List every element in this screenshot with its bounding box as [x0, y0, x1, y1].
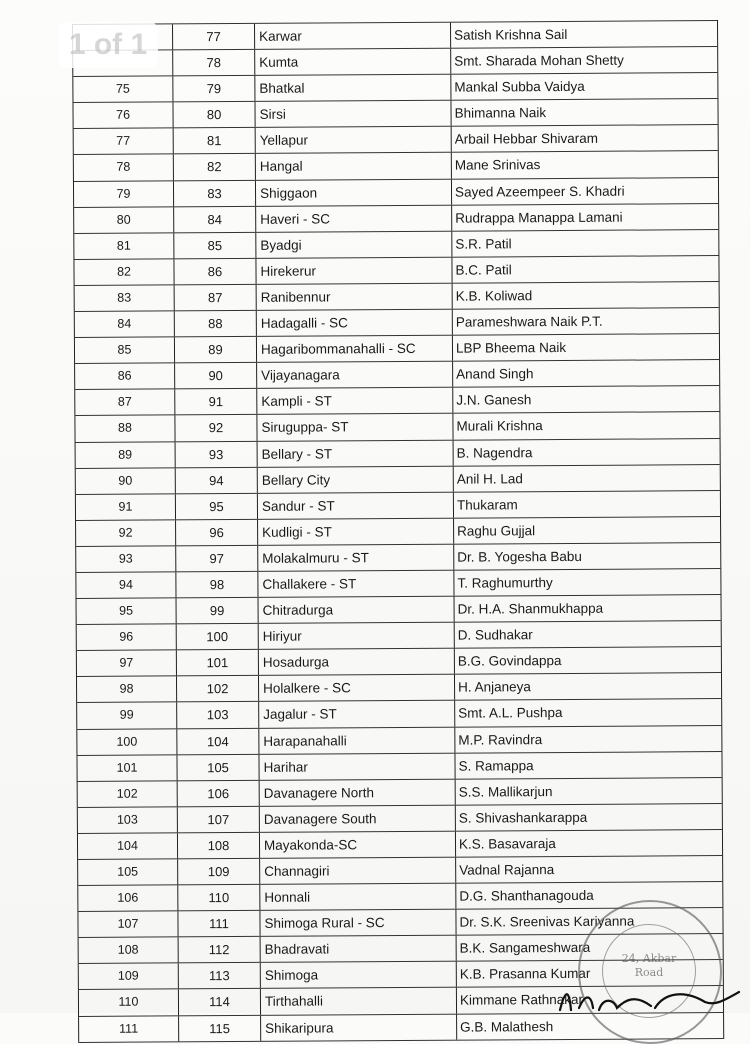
serial-number-cell: 92 [76, 520, 176, 546]
serial-number-cell: 102 [78, 781, 178, 807]
serial-number-cell: 80 [74, 207, 174, 233]
serial-number-cell: 88 [75, 416, 175, 442]
serial-number-cell: 90 [76, 468, 176, 494]
serial-number-cell: 104 [78, 833, 178, 859]
constituency-number-cell: 95 [176, 494, 258, 520]
candidate-name-cell: Kimmane Rathnakar [459, 992, 584, 1009]
constituency-number-cell: 92 [175, 415, 257, 441]
serial-number-cell: 100 [77, 729, 177, 755]
table-row [73, 20, 717, 50]
serial-number-cell: 97 [77, 651, 177, 677]
constituency-number-cell: 109 [178, 859, 260, 885]
candidate-name-cell: K.B. Prasanna Kumar [459, 966, 591, 983]
constituency-name-cell: Byadgi [256, 231, 452, 257]
serial-number-cell: 86 [75, 364, 175, 390]
candidate-name-cell: Dr. H.A. Shanmukhappa [457, 600, 604, 617]
constituency-number-cell: 104 [177, 728, 259, 754]
serial-number-cell: 77 [74, 129, 174, 155]
serial-number-cell: 103 [78, 807, 178, 833]
constituency-number-cell: 80 [173, 102, 255, 128]
constituency-name-cell: Bellary City [258, 466, 454, 492]
stamp-address-text: 24, Akbar Road [621, 952, 677, 979]
table-row [75, 385, 719, 415]
table-row [78, 829, 722, 859]
serial-number-cell: 106 [78, 885, 178, 911]
candidate-name-cell: Satish Krishna Sail [454, 26, 568, 43]
constituency-number-cell: 106 [178, 781, 260, 807]
candidate-name-cell: B.K. Sangameshwara [459, 940, 591, 956]
constituency-name-cell: Hagaribommanahalli - SC [257, 336, 453, 362]
constituency-number-cell: 102 [177, 676, 259, 702]
constituency-number-cell: 107 [178, 807, 260, 833]
table-row [77, 646, 721, 676]
serial-number-cell: 109 [79, 964, 179, 990]
constituency-number-cell: 81 [174, 128, 256, 154]
constituency-name-cell: Shiggaon [256, 179, 452, 205]
serial-number-cell: 107 [78, 912, 178, 938]
serial-number-cell: 105 [78, 859, 178, 885]
candidate-name-cell: Dr. S.K. Sreenivas Kariyanna [459, 913, 635, 930]
serial-number-cell: 96 [77, 625, 177, 651]
serial-number-cell: 91 [76, 494, 176, 520]
constituency-number-cell: 110 [178, 885, 260, 911]
table-row [77, 698, 721, 728]
constituency-name-cell: Sandur - ST [258, 492, 454, 518]
constituency-number-cell: 86 [174, 259, 256, 285]
table-row [76, 516, 720, 546]
candidate-name-cell: Arbail Hebbar Shivaram [454, 131, 599, 148]
office-seal-stamp [578, 900, 722, 1044]
constituency-number-cell: 94 [176, 467, 258, 493]
candidate-name-cell: Smt. Sharada Mohan Shetty [454, 52, 624, 69]
table-row [75, 359, 719, 389]
table-row [78, 777, 722, 807]
constituency-number-cell: 89 [175, 337, 257, 363]
constituency-name-cell: Harapanahalli [259, 727, 455, 753]
constituency-number-cell: 83 [174, 180, 256, 206]
table-row [77, 751, 721, 781]
serial-number-cell: 98 [77, 677, 177, 703]
candidate-name-cell: B. Nagendra [456, 444, 533, 461]
constituency-name-cell: Hosadurga [259, 649, 455, 675]
serial-number-cell: 79 [74, 181, 174, 207]
constituency-number-cell: 91 [175, 389, 257, 415]
constituency-name-cell: Shimoga [261, 962, 457, 988]
constituency-name-cell: Sirsi [255, 101, 451, 127]
candidate-name-cell: Mankal Subba Vaidya [454, 79, 585, 95]
serial-number-cell: 110 [79, 990, 179, 1016]
serial-number-cell: 78 [74, 155, 174, 181]
candidate-name-cell: Thukaram [456, 496, 518, 513]
table-row [75, 307, 719, 337]
constituency-number-cell: 103 [177, 702, 259, 728]
candidate-name-cell: M.P. Ravindra [458, 731, 543, 748]
candidate-name-cell: J.N. Ganesh [456, 392, 532, 408]
constituency-name-cell: Holalkere - SC [259, 675, 455, 701]
serial-number-cell: 85 [75, 338, 175, 364]
table-row [73, 46, 717, 76]
candidate-name-cell: S. Ramappa [458, 757, 534, 774]
candidate-name-cell: Parameshwara Naik P.T. [455, 313, 603, 330]
serial-number-cell: 89 [76, 442, 176, 468]
page-count-badge: 1 of 1 [58, 22, 158, 68]
table-row [74, 203, 718, 233]
constituency-number-cell: 88 [175, 311, 257, 337]
constituency-number-cell: 108 [178, 833, 260, 859]
candidate-name-cell: Murali Krishna [456, 418, 543, 435]
candidate-name-cell: Sayed Azeempeer S. Khadri [454, 183, 625, 200]
constituency-number-cell: 85 [174, 233, 256, 259]
table-row [74, 255, 718, 285]
serial-number-cell: 76 [73, 103, 173, 129]
candidate-name-cell: B.C. Patil [455, 262, 512, 278]
candidate-name-cell: Mane Srinivas [454, 157, 541, 174]
candidate-name-cell: LBP Bheema Naik [455, 340, 567, 356]
constituency-number-cell: 87 [175, 285, 257, 311]
candidate-name-cell: B.G. Govindappa [457, 653, 562, 669]
table-row [77, 672, 721, 702]
constituency-number-cell: 78 [173, 50, 255, 76]
constituency-name-cell: Tirthahalli [261, 988, 457, 1014]
constituency-number-cell: 114 [179, 989, 261, 1015]
table-row [76, 490, 720, 520]
candidate-name-cell: D.G. Shanthanagouda [459, 887, 594, 904]
constituency-name-cell: Hadagalli - SC [257, 310, 453, 336]
table-row [74, 151, 718, 181]
constituency-number-cell: 101 [177, 650, 259, 676]
table-row [75, 411, 719, 441]
candidate-name-cell: Rudrappa Manappa Lamani [455, 209, 623, 226]
serial-number-cell: 75 [73, 77, 173, 103]
constituency-name-cell: Bhatkal [255, 75, 451, 101]
table-row [76, 438, 720, 468]
constituency-name-cell: Karwar [255, 23, 451, 49]
candidate-name-cell: H. Anjaneya [458, 679, 531, 695]
constituency-name-cell: Chitradurga [259, 597, 455, 623]
candidate-table [72, 20, 724, 1043]
constituency-name-cell: Shimoga Rural - SC [260, 910, 456, 936]
constituency-name-cell: Yellapur [256, 127, 452, 153]
serial-number-cell: 99 [77, 703, 177, 729]
constituency-number-cell: 98 [176, 572, 258, 598]
table-row [76, 542, 720, 572]
table-row [74, 229, 718, 259]
constituency-number-cell: 90 [175, 363, 257, 389]
table-row [73, 98, 717, 128]
constituency-name-cell: Hangal [256, 153, 452, 179]
constituency-name-cell: Davanagere North [260, 779, 456, 805]
constituency-name-cell: Davanagere South [260, 805, 456, 831]
constituency-name-cell: Harihar [259, 753, 455, 779]
candidate-name-cell: Vadnal Rajanna [459, 862, 555, 878]
serial-number-cell: 84 [75, 311, 175, 337]
constituency-name-cell: Channagiri [260, 858, 456, 884]
constituency-name-cell: Jagalur - ST [259, 701, 455, 727]
candidate-name-cell: K.B. Koliwad [455, 288, 533, 304]
constituency-name-cell: Bhadravati [261, 936, 457, 962]
serial-number-cell: 93 [76, 546, 176, 572]
table-row [78, 855, 722, 885]
candidate-name-cell: Anil H. Lad [456, 470, 523, 487]
constituency-name-cell: Shikaripura [261, 1014, 457, 1040]
serial-number-cell: 82 [74, 259, 174, 285]
constituency-name-cell: Molakalmuru - ST [258, 545, 454, 571]
constituency-number-cell: 84 [174, 207, 256, 233]
candidate-name-cell: G.B. Malathesh [460, 1018, 554, 1035]
table-row [77, 620, 721, 650]
constituency-number-cell: 105 [177, 754, 259, 780]
candidate-name-cell: S. Shivashankarappa [458, 809, 588, 826]
table-row [74, 124, 718, 154]
candidate-name-cell: Smt. A.L. Pushpa [458, 705, 563, 722]
table-row [76, 464, 720, 494]
constituency-number-cell: 111 [178, 911, 260, 937]
constituency-number-cell: 99 [177, 598, 259, 624]
constituency-name-cell: Vijayanagara [257, 362, 453, 388]
constituency-number-cell: 96 [176, 520, 258, 546]
serial-number-cell: 108 [79, 938, 179, 964]
serial-number-cell: 94 [76, 572, 176, 598]
serial-number-cell: 81 [74, 233, 174, 259]
candidate-name-cell: D. Sudhakar [457, 627, 533, 643]
constituency-name-cell: Honnali [260, 884, 456, 910]
table-row [74, 177, 718, 207]
candidate-name-cell: S.S. Mallikarjun [458, 783, 553, 800]
constituency-name-cell: Haveri - SC [256, 205, 452, 231]
constituency-name-cell: Challakere - ST [258, 571, 454, 597]
table-row [78, 803, 722, 833]
constituency-number-cell: 100 [177, 624, 259, 650]
constituency-name-cell: Bellary - ST [258, 440, 454, 466]
constituency-name-cell: Mayakonda-SC [260, 832, 456, 858]
table-row [75, 333, 719, 363]
constituency-number-cell: 93 [176, 441, 258, 467]
serial-number-cell: 83 [75, 285, 175, 311]
constituency-number-cell: 97 [176, 546, 258, 572]
candidate-name-cell: Anand Singh [456, 366, 534, 382]
serial-number-cell: 95 [77, 598, 177, 624]
candidate-name-cell: T. Raghumurthy [457, 575, 553, 591]
candidate-name-cell: Dr. B. Yogesha Babu [457, 548, 582, 565]
constituency-number-cell: 115 [179, 1015, 261, 1041]
table-row [75, 281, 719, 311]
constituency-number-cell: 77 [173, 24, 255, 50]
candidate-name-cell: Raghu Gujjal [457, 522, 536, 539]
constituency-name-cell: Kampli - ST [257, 388, 453, 414]
constituency-number-cell: 79 [173, 76, 255, 102]
serial-number-cell: 111 [79, 1016, 179, 1042]
constituency-name-cell: Kudligi - ST [258, 518, 454, 544]
table-row [76, 568, 720, 598]
serial-number-cell: 101 [77, 755, 177, 781]
constituency-name-cell: Kumta [255, 49, 451, 75]
table-row [77, 725, 721, 755]
candidate-name-cell: S.R. Patil [455, 236, 512, 252]
serial-number-cell: 87 [75, 390, 175, 416]
candidate-name-cell: K.S. Basavaraja [458, 835, 556, 852]
handwritten-signature [555, 980, 745, 1013]
constituency-name-cell: Ranibennur [257, 284, 453, 310]
constituency-name-cell: Siruguppa- ST [257, 414, 453, 440]
table-row [73, 72, 717, 102]
constituency-number-cell: 113 [179, 963, 261, 989]
constituency-name-cell: Hirekerur [256, 258, 452, 284]
constituency-name-cell: Hiriyur [259, 623, 455, 649]
constituency-number-cell: 82 [174, 154, 256, 180]
table-row [77, 594, 721, 624]
candidate-name-cell: Bhimanna Naik [454, 105, 547, 121]
constituency-number-cell: 112 [179, 937, 261, 963]
